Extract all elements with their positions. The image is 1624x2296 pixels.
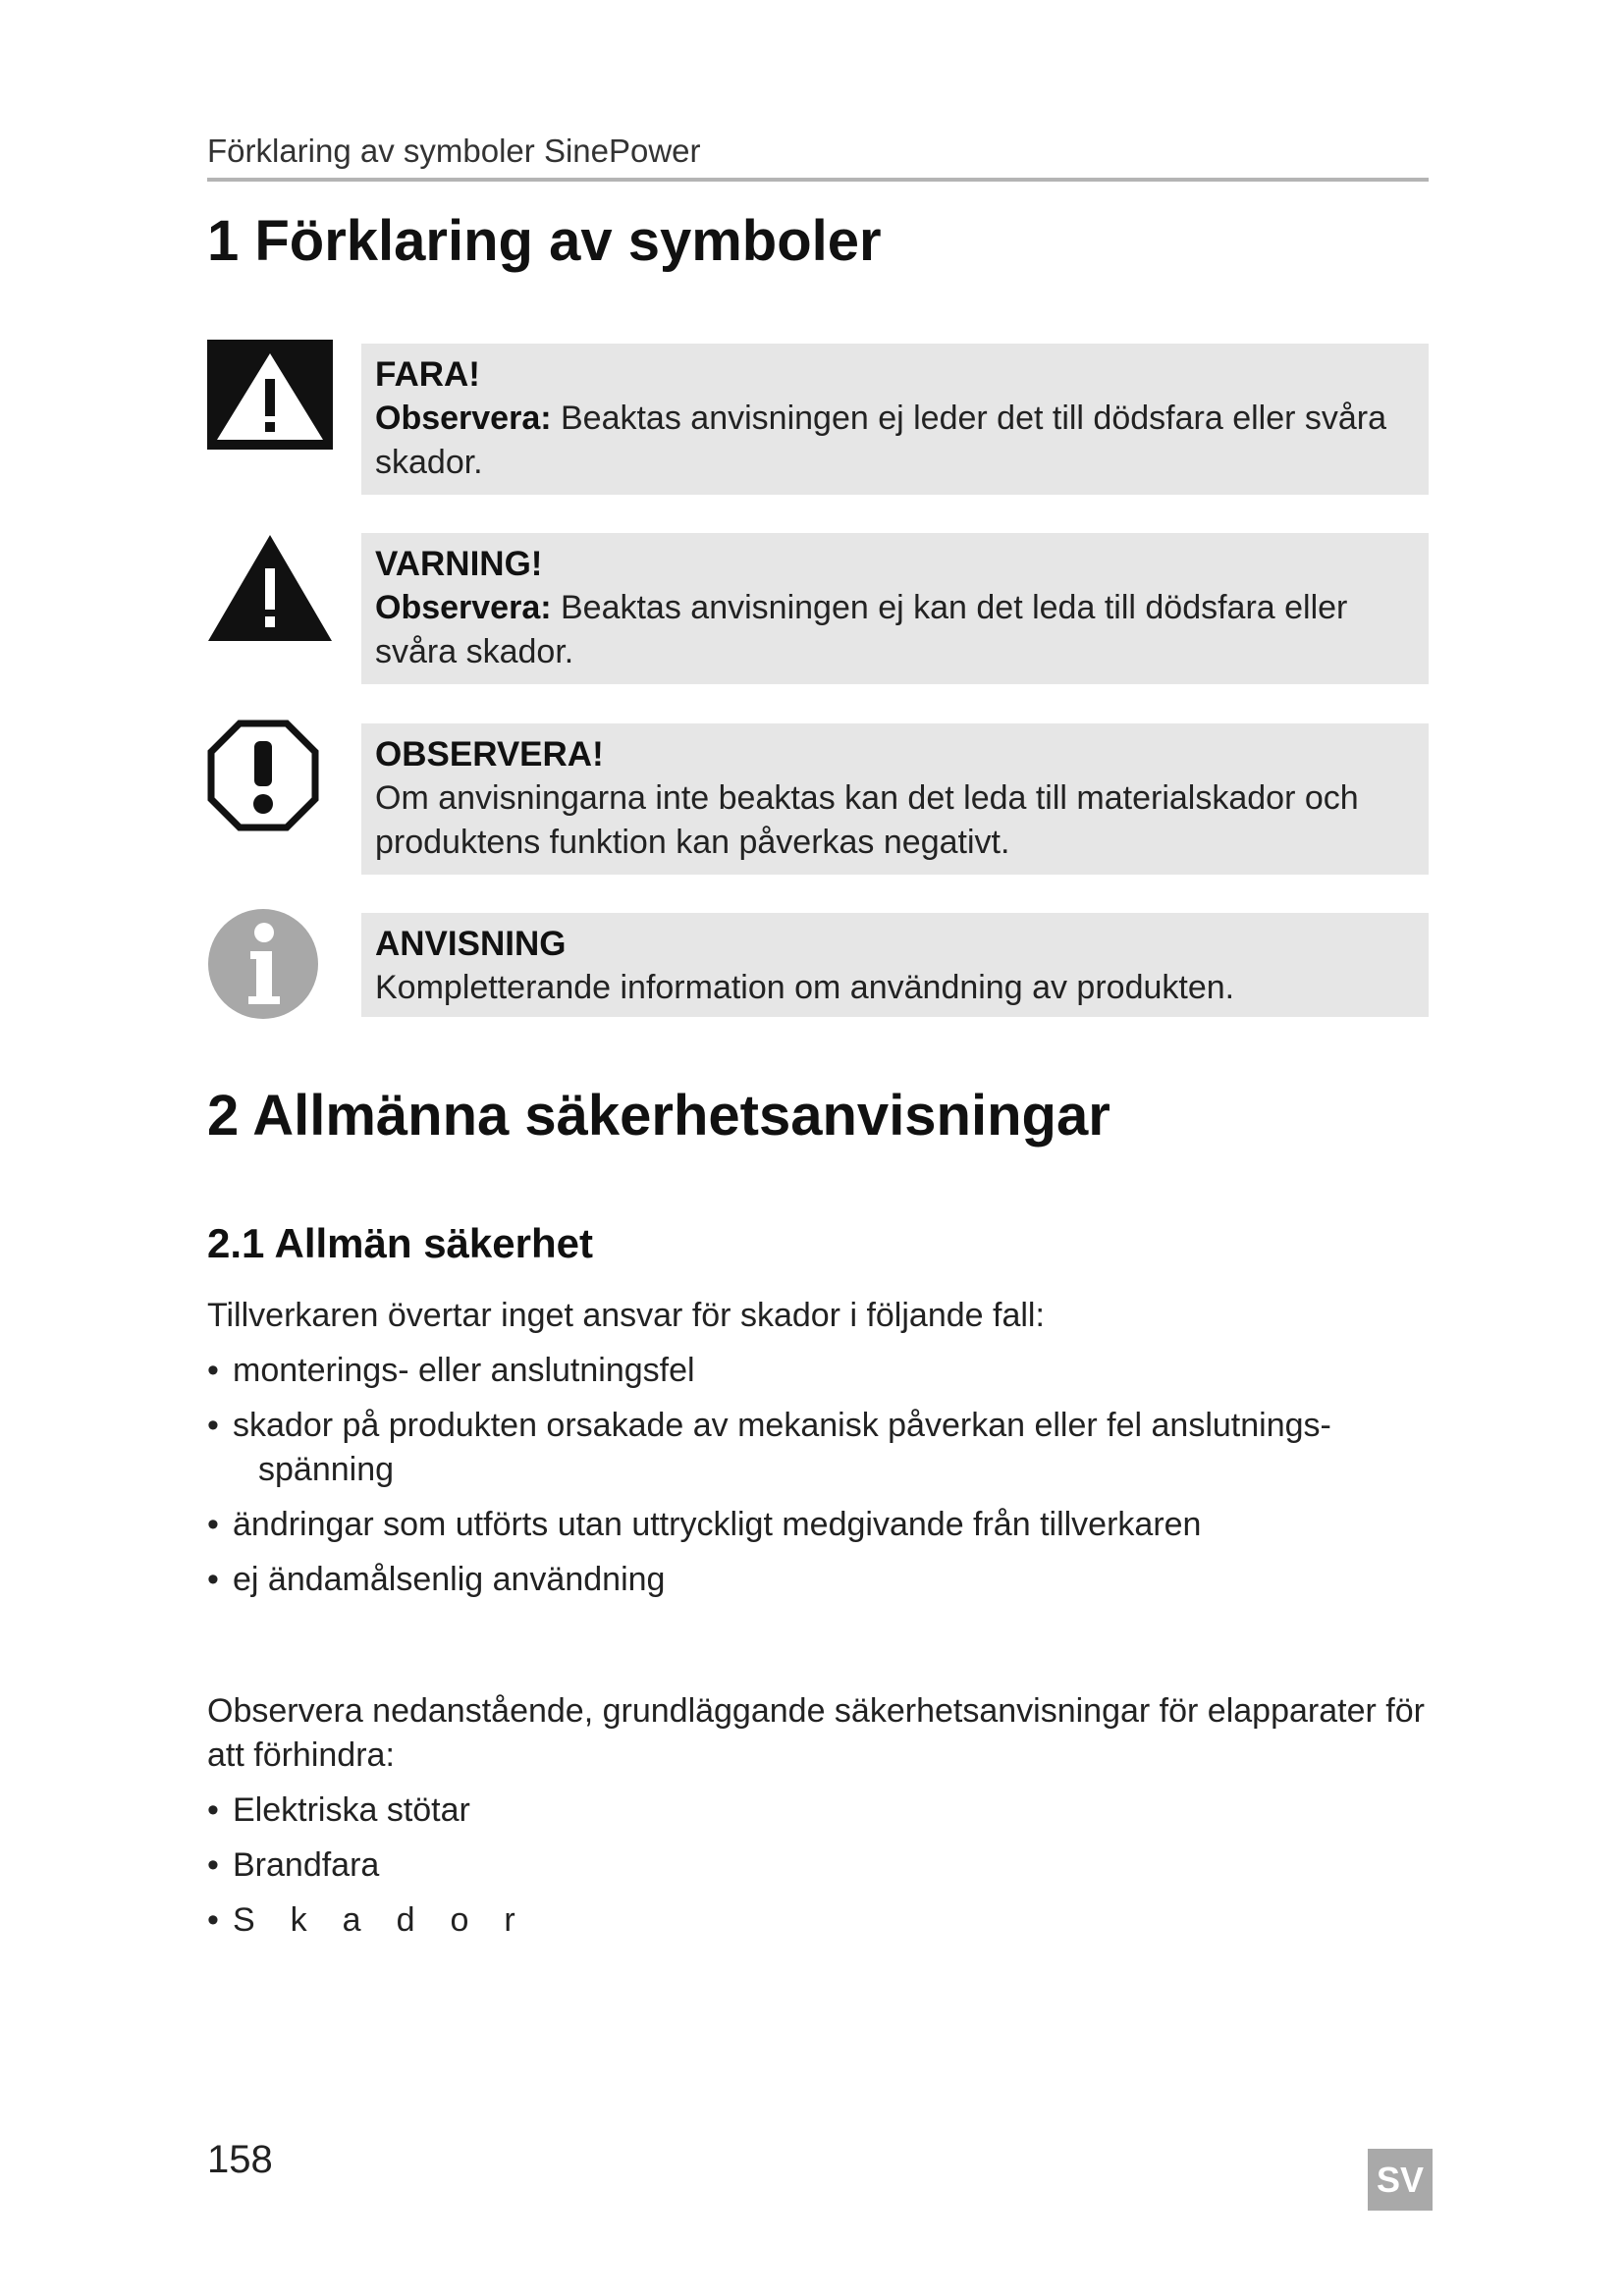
list-item-text: ändringar som utförts utan uttryckligt medgivande från tillverkaren <box>233 1506 1202 1543</box>
symbol-box-info <box>361 913 1429 1017</box>
list-item: • Brandfara <box>207 1846 380 1884</box>
symbol-lead: Observera: <box>375 589 552 626</box>
symbol-text: Beaktas anvisningen ej kan det leda till dödsfara eller svåra skador. <box>375 589 1348 670</box>
info-circle-icon <box>207 908 333 1024</box>
list-item-text: ej ändamålsenlig användning <box>233 1561 666 1598</box>
running-header: Förklaring av symboler SinePower <box>207 133 1429 182</box>
symbol-lead: Observera: <box>375 400 552 437</box>
list-item: • Elektriska stötar <box>207 1791 470 1829</box>
language-badge: SV <box>1368 2149 1433 2211</box>
liability-intro: Tillverkaren övertar inget ansvar för skador i följande fall: <box>207 1297 1045 1334</box>
list-item: • monterings- eller anslutningsfel <box>207 1352 695 1389</box>
symbol-title: FARA! <box>375 355 480 394</box>
symbol-text: Beaktas anvisningen ej leder det till dödsfara eller svåra skador. <box>375 400 1387 481</box>
symbol-description <box>375 397 1415 485</box>
symbol-box-warning <box>361 533 1429 684</box>
danger-warning-triangle-icon <box>207 340 333 455</box>
symbol-description <box>375 586 1415 674</box>
list-item: • Skador <box>207 1901 551 1939</box>
section-2-title: 2 Allmänna säkerhetsanvisningar <box>207 1084 1110 1148</box>
symbol-text: Kompletterande information om användning av produkten. <box>375 969 1235 1006</box>
symbol-title: OBSERVERA! <box>375 735 604 774</box>
list-item-text: Skador <box>233 1901 551 1939</box>
list-item: • ändringar som utförts utan uttryckligt medgivande från tillverkaren <box>207 1506 1202 1543</box>
liability-list <box>207 1349 1429 1613</box>
hazard-list <box>207 1789 1429 1953</box>
symbol-text: Om anvisningarna inte beaktas kan det leda till materialskador och produktens funktion kan påverkas negativt. <box>375 779 1359 861</box>
symbol-box-caution <box>361 723 1429 875</box>
safety-intro: Observera nedanstående, grundläggande säkerhetsanvisningar för elapparater för att förhindra: <box>207 1692 1425 1774</box>
list-item-text: monterings- eller anslutningsfel <box>233 1352 695 1389</box>
caution-octagon-icon <box>207 720 333 835</box>
section-1-title: 1 Förklaring av symboler <box>207 209 882 273</box>
page-number: 158 <box>207 2138 273 2181</box>
symbol-box-danger <box>361 344 1429 495</box>
list-item: • skador på produkten orsakade av mekanisk påverkan eller fel anslutnings- spänning <box>207 1404 1429 1492</box>
symbol-title: ANVISNING <box>375 925 567 963</box>
list-item-text: skador på produkten orsakade av mekanisk påverkan eller fel anslutnings- <box>233 1407 1331 1444</box>
list-item-text: Brandfara <box>233 1846 380 1884</box>
subsection-2-1-title: 2.1 Allmän säkerhet <box>207 1220 593 1266</box>
symbol-title: VARNING! <box>375 545 543 583</box>
list-item: • ej ändamålsenlig användning <box>207 1561 666 1598</box>
list-item-text: Elektriska stötar <box>233 1791 470 1829</box>
warning-triangle-icon <box>207 533 333 649</box>
list-item-continuation: spänning <box>258 1451 395 1488</box>
